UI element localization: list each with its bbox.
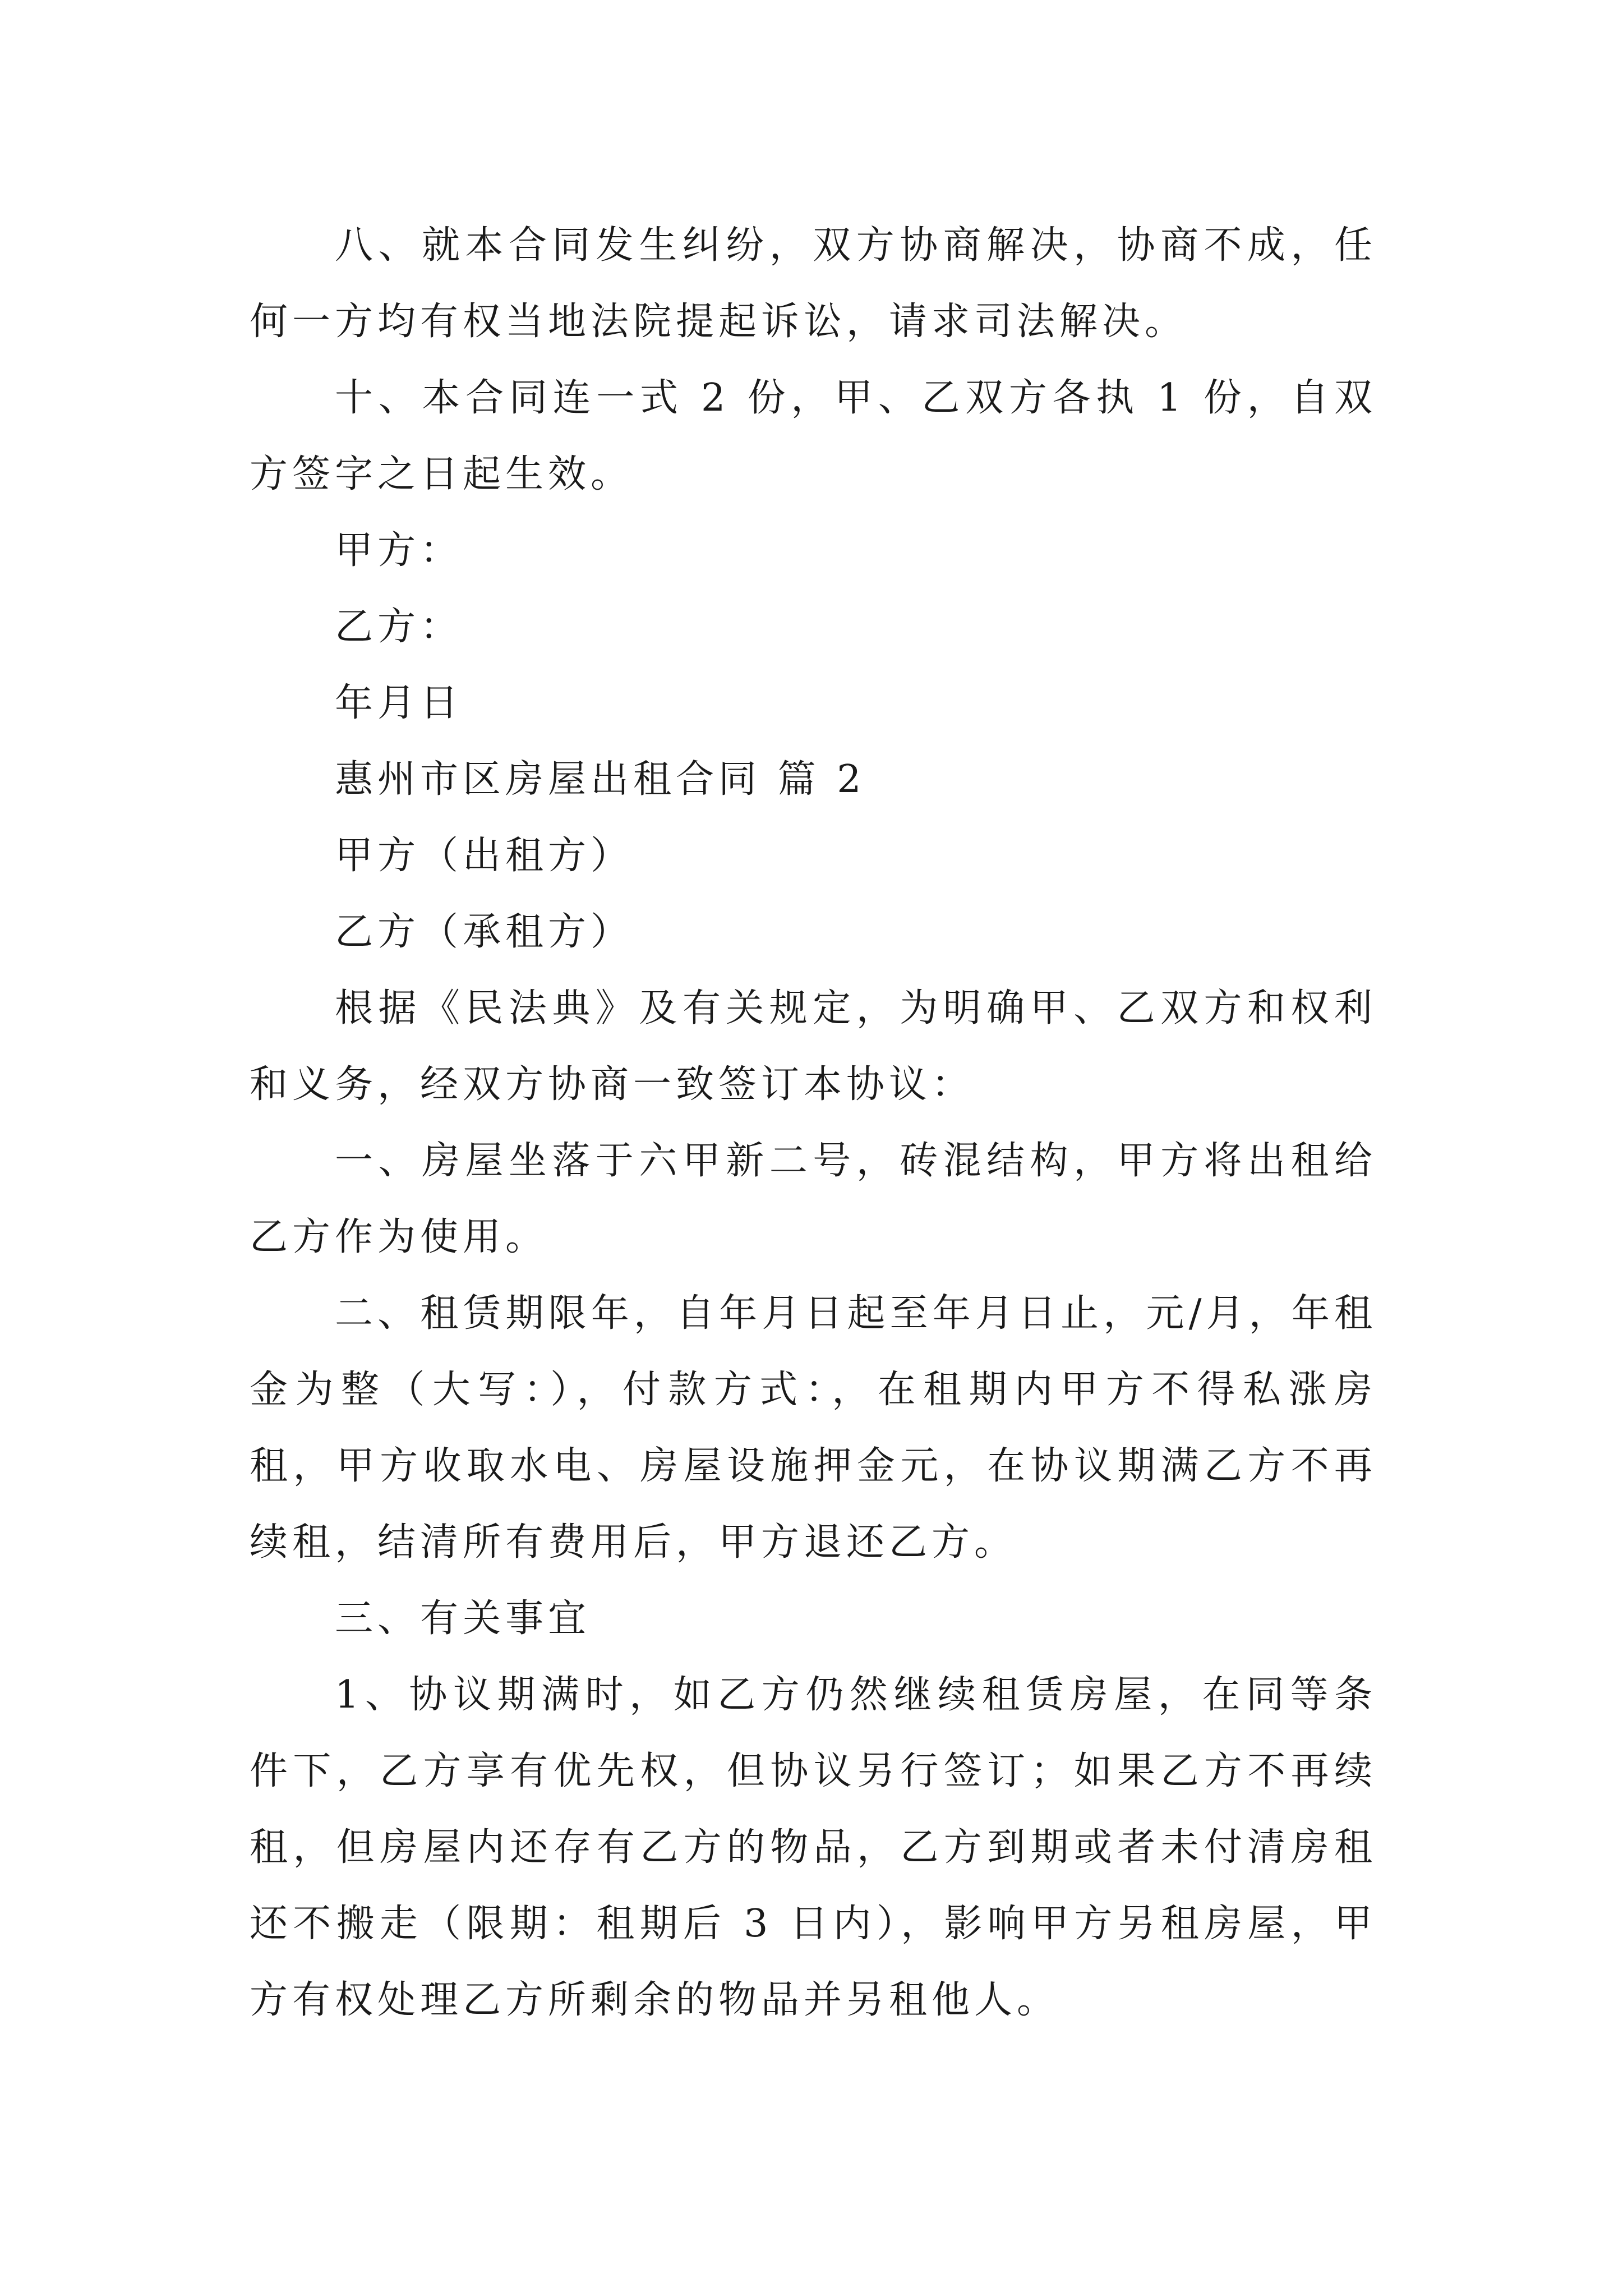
party-a-lessor: 甲方（出租方） — [335, 834, 634, 878]
document-body — [250, 208, 1377, 2039]
party-b-lessee: 乙方（承租方） — [335, 910, 634, 954]
clause-three-heading: 三、有关事宜 — [335, 1596, 591, 1641]
clause-one-location: 一、房屋坐落于六甲新二号，砖混结构，甲方将出租给乙方作为使用。 — [250, 1139, 1377, 1259]
party-a-signature-line: 甲方： — [335, 528, 463, 573]
clause-two-term-rent: 二、租赁期限年，自年月日起至年月日止，元/月，年租金为整（大写：），付款方式：，在租期内甲方不得私涨房租，甲方收取水电、房屋设施押金元，在协议期满乙方不再续租，结清所有费用后，甲方退还乙方。 — [250, 1291, 1377, 1565]
party-b-signature-line: 乙方： — [335, 605, 463, 649]
date-line: 年月日 — [335, 681, 463, 725]
clause-eight-dispute: 八、就本合同发生纠纷，双方协商解决，协商不成，任何一方均有权当地法院提起诉讼，请求司法解决。 — [250, 223, 1377, 344]
preamble-paragraph: 根据《民法典》及有关规定，为明确甲、乙双方和权利和义务，经双方协商一致签订本协议： — [250, 986, 1377, 1107]
section-heading-2: 惠州市区房屋出租合同 篇 2 — [335, 757, 866, 802]
clause-three-item-1: 1、协议期满时，如乙方仍然继续租赁房屋，在同等条件下，乙方享有优先权，但协议另行签订；如果乙方不再续租，但房屋内还存有乙方的物品，乙方到期或者未付清房租还不搬走（限期：租期后 3 日内），影响甲方另租房屋，甲方有权处理乙方所剩余的物品并另租他人。 — [250, 1673, 1377, 2022]
clause-ten-copies: 十、本合同连一式 2 份，甲、乙双方各执 1 份，自双方签字之日起生效。 — [250, 376, 1377, 496]
